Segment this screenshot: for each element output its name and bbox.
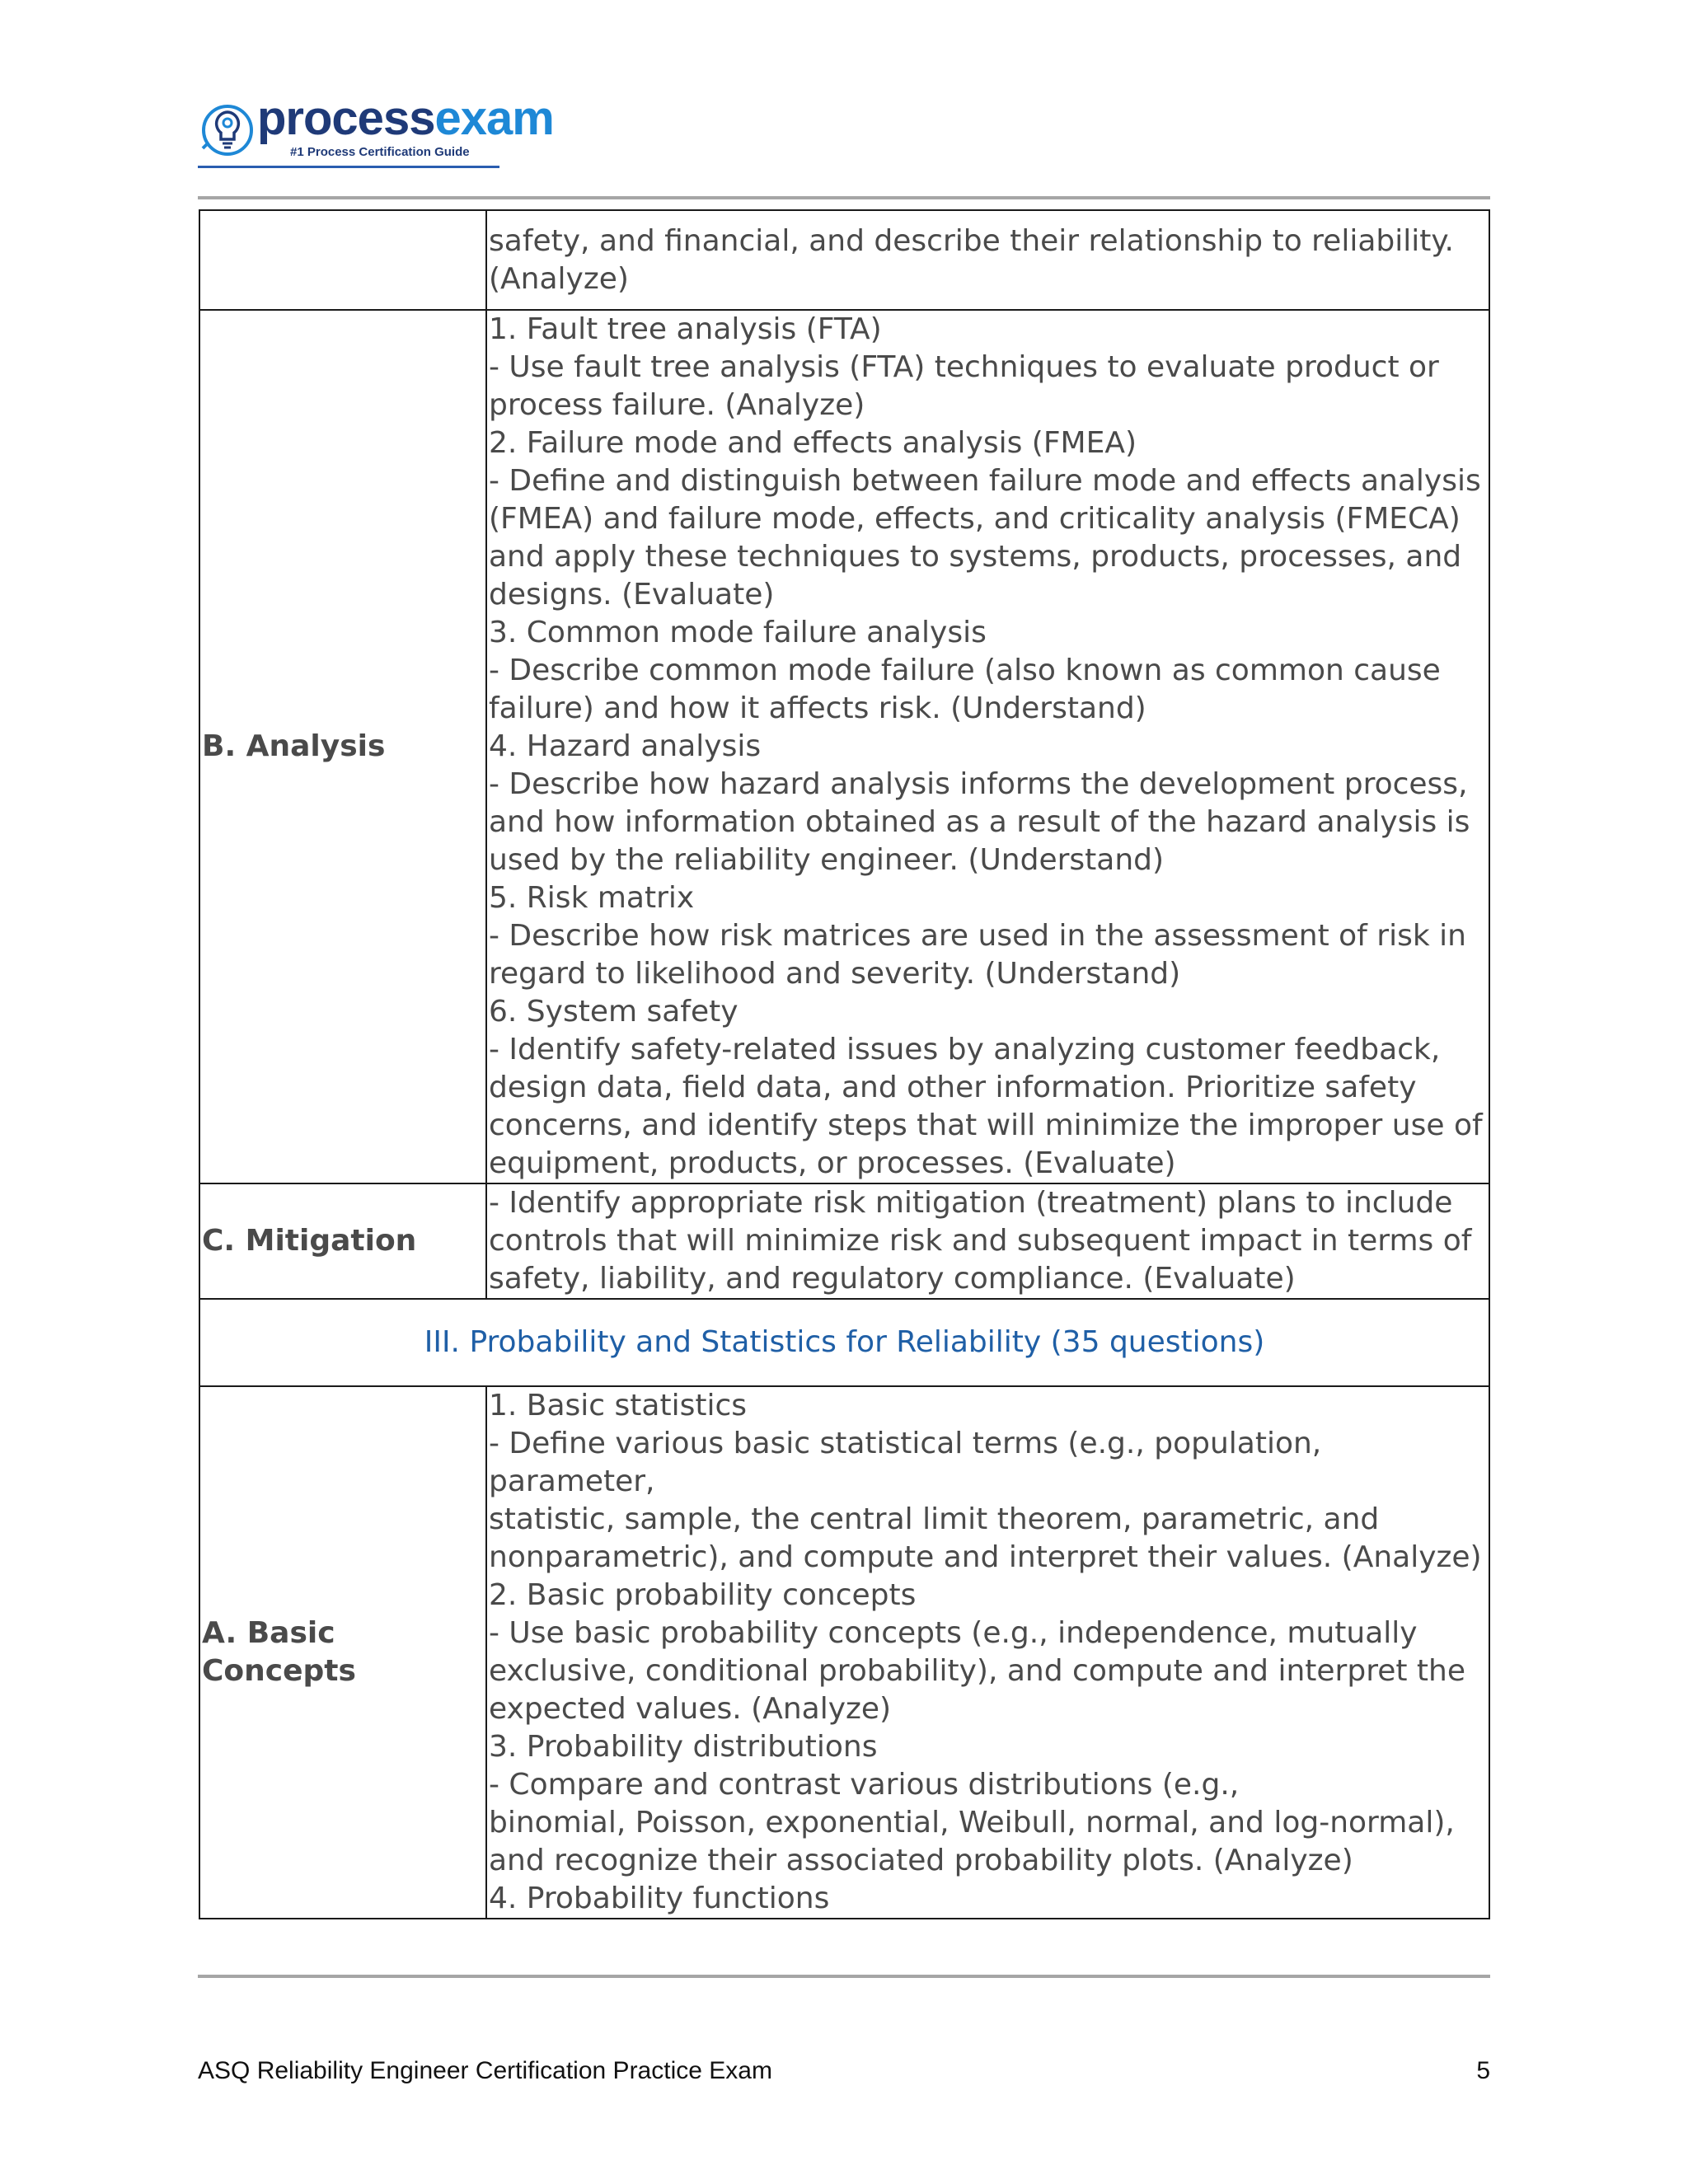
row-label: B. Analysis bbox=[199, 310, 486, 1183]
logo-underline bbox=[198, 166, 499, 168]
row-label: A. Basic Concepts bbox=[199, 1386, 486, 1919]
row-content: - Identify appropriate risk mitigation (treatment) plans to include controls that will minimize risk and subsequent impact in terms of safety, liability, and regulatory compliance. (Evaluate) bbox=[486, 1183, 1489, 1299]
row-content: safety, and financial, and describe their relationship to reliability. (Analyze) bbox=[486, 210, 1489, 310]
footer-title: ASQ Reliability Engineer Certification Practice Exam bbox=[198, 2057, 772, 2084]
logo-word-exam: exam bbox=[434, 91, 554, 145]
footer-rule bbox=[198, 1975, 1490, 1978]
logo-word-process: process bbox=[257, 91, 435, 145]
table-row bbox=[199, 1386, 1489, 1919]
row-label bbox=[199, 210, 486, 310]
page-number: 5 bbox=[1476, 2057, 1490, 2084]
header-rule bbox=[198, 196, 1490, 199]
row-content: 1. Basic statistics - Define various basic statistical terms (e.g., population, parameter, statistic, sample, the central limit theorem, parametric, and nonparametric), and compute and interpret their values. (Analyze) 2. Basic probability concepts - Use basic probability concepts (e.g., independence, mutually exclusive, conditional probability), and compute and interpret the expected values. (Analyze) 3. Probability distributions - Compare and contrast various distributions (e.g., binomial, Poisson, exponential, Weibull, normal, and log-normal), and recognize their associated probability plots. (Analyze) 4. Probability functions bbox=[486, 1386, 1489, 1919]
section-heading-row bbox=[199, 1299, 1489, 1386]
logo-tagline: #1 Process Certification Guide bbox=[290, 145, 470, 159]
row-content: 1. Fault tree analysis (FTA) - Use fault tree analysis (FTA) techniques to evaluate product or process failure. (Analyze) 2. Failure mode and effects analysis (FMEA) - Define and distinguish between failure mode and effects analysis (FMEA) and failure mode, effects, and criticality analysis (FMECA) and apply these techniques to systems, products, processes, and designs. (Evaluate) 3. Common mode failure analysis - Describe common mode failure (also known as common cause failure) and how it affects risk. (Understand) 4. Hazard analysis - Describe how hazard analysis informs the development process, and how information obtained as a result of the hazard analysis is used by the reliability engineer. (Understand) 5. Risk matrix - Describe how risk matrices are used in the assessment of risk in regard to likelihood and severity. (Understand) 6. System safety - Identify safety-related issues by analyzing customer feedback, design data, field data, and other information. Prioritize safety concerns, and identify steps that will minimize the improper use of equipment, products, or processes. (Evaluate) bbox=[486, 310, 1489, 1183]
logo-wordmark bbox=[257, 92, 554, 145]
section-heading: III. Probability and Statistics for Reliability (35 questions) bbox=[199, 1299, 1489, 1386]
row-label: C. Mitigation bbox=[199, 1183, 486, 1299]
syllabus-table bbox=[199, 209, 1490, 1919]
table-row bbox=[199, 310, 1489, 1183]
table-row bbox=[199, 1183, 1489, 1299]
table-row bbox=[199, 210, 1489, 310]
